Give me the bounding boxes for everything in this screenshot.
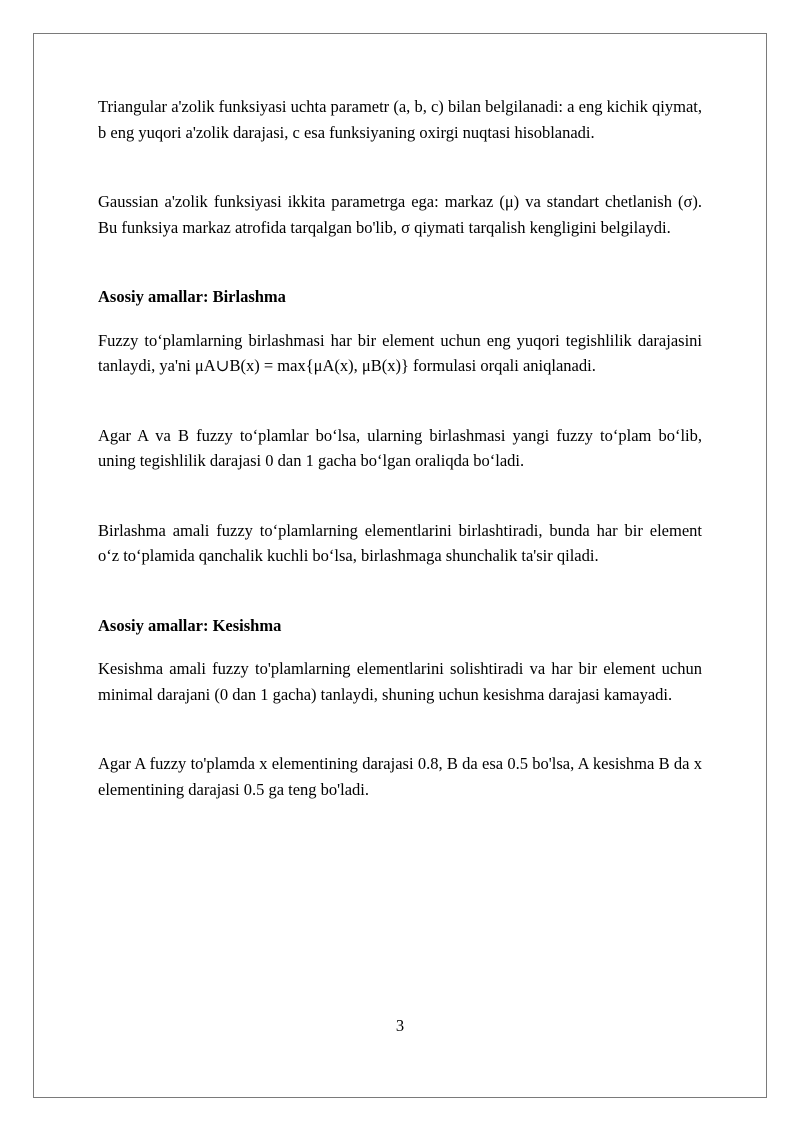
paragraph-birlashma-effect: Birlashma amali fuzzy to‘plamlarning elementlarini birlashtiradi, bunda har bir element o‘z to‘plamida qanchalik kuchli bo‘lsa, birlashmaga shunchalik ta'sir qiladi. <box>98 520 702 565</box>
page-number: 3 <box>395 1016 405 1035</box>
paragraph-kesishma-example: Agar A fuzzy to'plamda x elementining darajasi 0.8, B da esa 0.5 bo'lsa, A kesishma B da x elementining darajasi 0.5 ga teng bo'ladi. <box>98 754 702 799</box>
paragraph-gaussian: Gaussian a'zolik funksiyasi ikkita parametrga ega: markaz (μ) va standart chetlanish (σ). Bu funksiya markaz atrofida tarqalgan bo'lib, σ qiymati tarqalish kengligini belgilaydi. <box>98 192 702 237</box>
heading-birlashma: Asosiy amallar: Birlashma <box>98 287 286 306</box>
paragraph-birlashma-definition: Fuzzy to‘plamlarning birlashmasi har bir element uchun eng yuqori tegishlilik darajasini tanlaydi, ya'ni μA∪B(x) = max{μA(x), μB(x)} formulasi orqali aniqlanadi. <box>98 330 702 375</box>
paragraph-kesishma-definition: Kesishma amali fuzzy to'plamlarning elementlarini solishtiradi va har bir element uchun minimal darajani (0 dan 1 gacha) tanlaydi, shuning uchun kesishma darajasi kamayadi. <box>98 659 702 704</box>
heading-kesishma: Asosiy amallar: Kesishma <box>98 615 282 635</box>
paragraph-triangular: Triangular a'zolik funksiyasi uchta parametr (a, b, c) bilan belgilanadi: a eng kichik qiymat, b eng yuqori a'zolik darajasi, c esa funksiyaning oxirgi nuqtasi hisoblanadi. <box>98 97 702 142</box>
page-content <box>98 94 702 802</box>
paragraph-birlashma-example: Agar A va B fuzzy to‘plamlar bo‘lsa, ularning birlashmasi yangi fuzzy to‘plam bo‘lib, uning tegishlilik darajasi 0 dan 1 gacha bo‘lgan oraliqda bo‘ladi. <box>98 425 702 470</box>
